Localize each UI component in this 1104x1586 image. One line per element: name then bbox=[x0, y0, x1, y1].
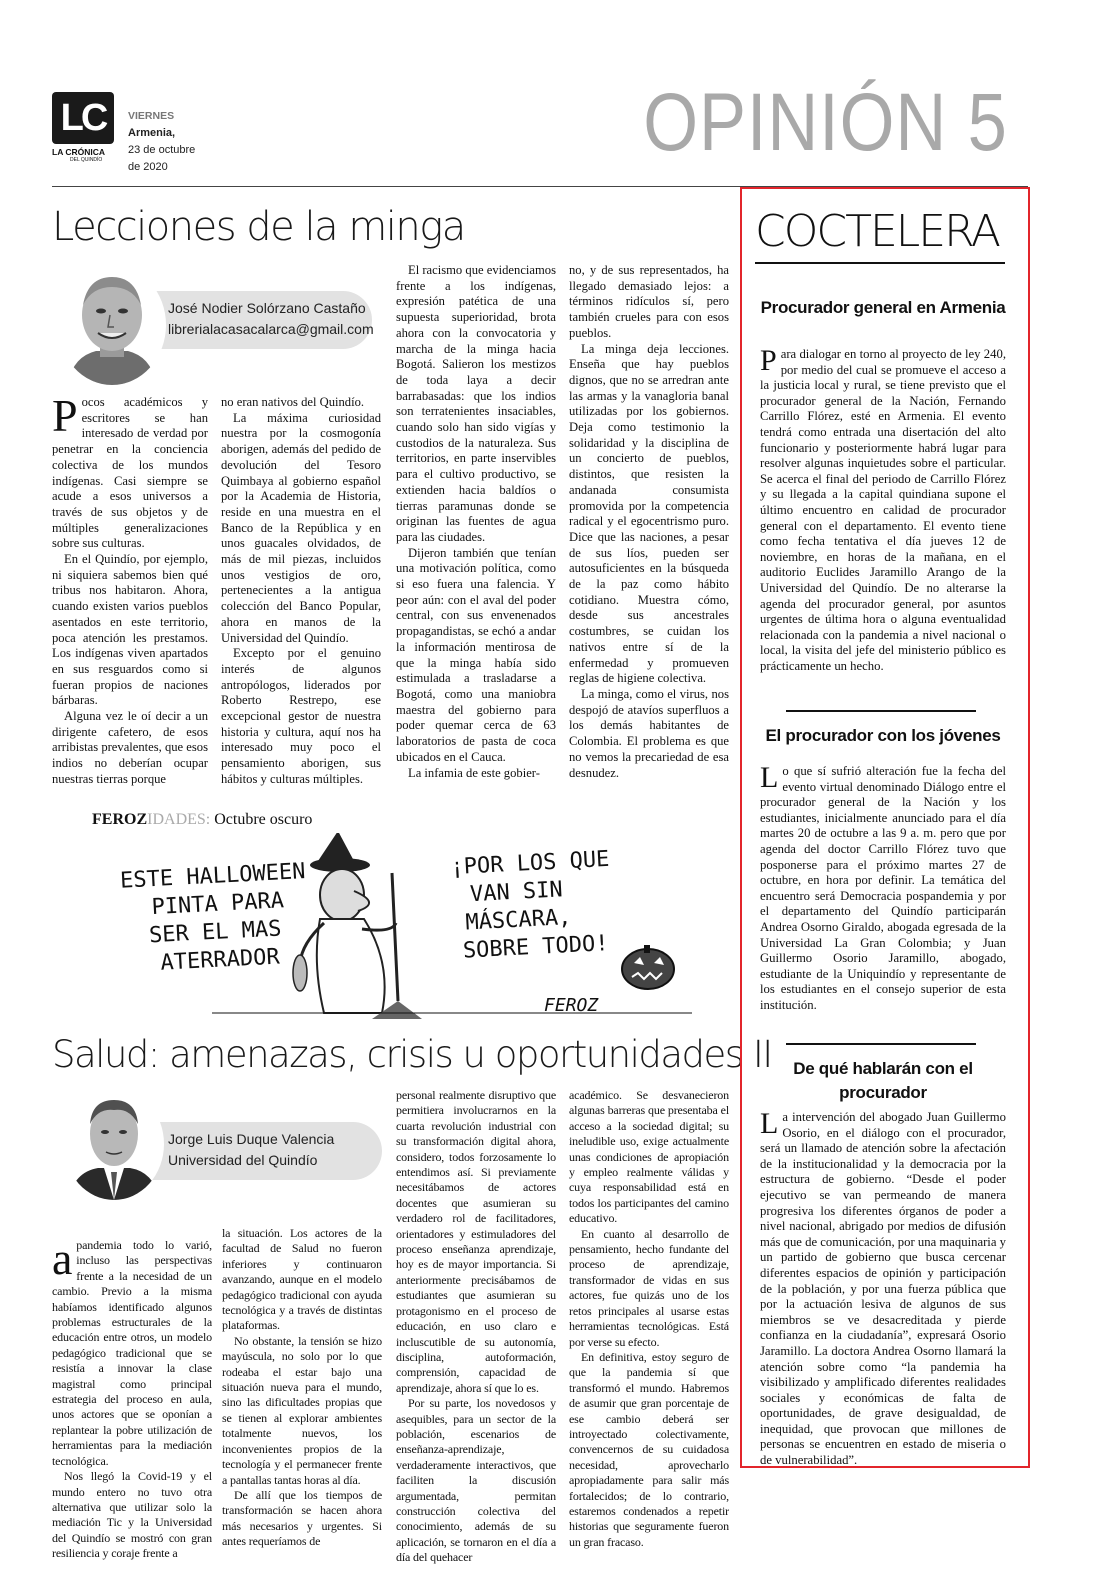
coctelera-divider bbox=[786, 1043, 976, 1045]
date-line-1: 23 de octubre bbox=[128, 144, 196, 156]
section-title: OPINIÓN 5 bbox=[643, 77, 1008, 168]
article1-paragraph: no eran nativos del Quindío. bbox=[221, 395, 365, 409]
coctelera-divider bbox=[786, 710, 976, 712]
article1-paragraph: En el Quindío, por ejemplo, ni siquiera sabemos bien qué tribus nos habitaron. Ahora, cuando existen varios pueblos asentados en este territorio, poca atención les prestamos. Los indígenas viven apartados en sus resguardos como si fueran propios de naciones bárbaras. bbox=[52, 552, 208, 708]
article2-paragraph: académico. Se desvanecieron algunas barreras que presentaba el acceso a la sociedad digital; su ineludible uso, exige actualmente unas condiciones de apropiación y empleo realmente válidas y cuya responsabilidad está en todos los participantes del camino educativo. bbox=[569, 1088, 729, 1226]
date-line-2: de 2020 bbox=[128, 161, 168, 173]
coctelera-item-text: o que sí sufrió alteración fue la fecha del evento virtual denominado Diálogo entre el procurador general de la Nación y los estudiantes, inicialmente anunciado para el día martes 20 de octubre a las 9 a. m. pero que por agenda del doctor Carrillo Flórez tuvo que posponerse para el próximo martes 27 de octubre, en hora por definir. La temática del encuentro será Democracia pospandemia y por el departamento del Quindío participarán Andrea Osorno Giraldo, abogada egresada de la Universidad La Gran Colombia; y Juan Guillermo Osorio Jaramillo, abogado, estudiante de la Uniquindío y representante de los estudiantes en el consejo superior de esta institución. bbox=[760, 764, 1006, 1012]
cartoon-bubble1-line: SER EL MAS bbox=[148, 916, 283, 949]
article1-paragraph: Alguna vez le oí decir a un dirigente cafetero, de esos arribistas prevalentes, que esos indios no deberían ocupar nuestras tierras porque bbox=[52, 709, 208, 786]
article2-column-1 bbox=[52, 1233, 212, 1562]
coctelera-dropcap: L bbox=[760, 1107, 779, 1140]
article1-headline: Lecciones de la minga bbox=[52, 204, 465, 250]
article2-paragraph: En definitiva, estoy seguro de que la pandemia sí que transformó el mundo. Habremos de asumir que gran porcentaje de ese cambio deberá ser introyectado colectivamente, convencernos de su cuidadosa necesidad, aprovecharlo apropiadamente para salir más fortalecidos; de lo contrario, estaremos condenados a repetir historias que seguramente fueron un gran fracaso. bbox=[569, 1349, 729, 1549]
article1-paragraph: La infamia de este gobier- bbox=[408, 765, 540, 780]
article1-paragraph: Dijeron también que tenían una motivación política, como si eso fuera una falencia. Y peor aún: con el aval del poder central, con sus envenenados propagandistas, se echó a andar la información mentirosa de que la minga había sido estimulada a trasladarse a Bogotá, como una maniobra maestra del gobierno para poder quemar cerca de 63 laboratorios de pasta de coca ubicados en el Cauca. bbox=[396, 545, 556, 764]
article1-paragraph: La máxima curiosidad nuestra por la cosmogonía aborigen, además del pedido de devolución del Tesoro Quimbaya al gobierno español por la Academia de Historia, reside en una muestra en el Banco de la República y en unos guacales olvidados, de más de mil piezas, incluidos unos vestigios de oro, pertenecientes a la antigua colección del Banco Popular, ahora en manos de la Universidad del Quindío. bbox=[221, 410, 381, 645]
article1-paragraph: La minga deja lecciones. Enseña que hay pueblos dignos, que no se arredran ante las armas y la vanagloria banal utilizadas por los gobiernos. Deja como testimonio la solidaridad y la disciplina de un concierto de pueblos, distintos, que resisten la andanada consumista promovida por la competencia radical y el egocentrismo puro. Dice que las naciones, a pesar de sus líos, pueden ser autosuficientes en la búsqueda de la paz como hábito cotidiano. Muestra cómo, desde sus ancestrales costumbres, se cuidan los nativos entre sí de la enfermedad y promueven reglas de higiene colectiva. bbox=[569, 341, 729, 686]
coctelera-title-rule bbox=[755, 262, 1005, 264]
article1-column-3 bbox=[396, 263, 556, 781]
coctelera-item-body bbox=[760, 761, 1006, 1014]
witch-drawing bbox=[293, 833, 422, 1019]
editorial-cartoon bbox=[92, 833, 720, 1019]
logo-subtitle: DEL QUINDÍO bbox=[70, 157, 103, 163]
article1-dropcap: P bbox=[52, 390, 78, 441]
article1-author-box bbox=[150, 291, 372, 349]
article2-paragraph: Por su parte, los novedosos y asequibles, para un sector de la población, escenarios de enseñanza-aprendizaje, verdaderamente interactivos, que faciliten la discusión argumentada, permitan construcción colectiva del conocimiento, además de su aplicación, se tornaron en el día a día del quehacer bbox=[396, 1396, 556, 1565]
article2-paragraph: Nos llegó la Covid-19 y el mundo entero no tuvo otra alternativa que utilizar solo la mediación Tic y la Universidad del Quindío se mostró con gran resiliencia y coraje frente a bbox=[52, 1469, 212, 1561]
article2-paragraph: personal realmente disruptivo que permitiera involucrarnos en la cuarta revolución industrial con su transformación digital ahora, considero, todos forzosamente lo entendimos así. Si previamente necesitábamos de actores docentes que asumieran su verdadero rol de facilitadores, orientadores y estimuladores del proceso enseñanza aprendizaje, hoy es de mayor importancia. Si anteriormente precisábamos de estudiantes que asumieran su protagonismo en el proceso de educación, en uso claro e incluscutible de su autonomía, disciplina, autoformación, comprensión, capacidad de aprendizaje, ahora sí que lo es. bbox=[396, 1088, 556, 1395]
newspaper-logo bbox=[52, 92, 118, 163]
article1-column-2 bbox=[221, 395, 381, 788]
coctelera-item-heading: De qué hablarán con el procurador bbox=[793, 1059, 973, 1102]
logo-mark: LC bbox=[52, 92, 114, 144]
article2-affiliation: Universidad del Quindío bbox=[168, 1152, 318, 1168]
article1-column-1 bbox=[52, 390, 208, 788]
article2-dropcap: a bbox=[52, 1233, 73, 1284]
article2-paragraph: En cuanto al desarrollo de pensamiento, hecho fundante del proceso de aprendizaje, transformador de vidas en sus actores, fue quizás uno de los retos principales al usarse estas herramientas tecnológicas. Está por verse su efecto. bbox=[569, 1226, 729, 1349]
article1-paragraph: no, y de sus representados, ha llegado demasiado lejos: a términos ridículos sí, pero también crueles para con esos pueblos. bbox=[569, 263, 729, 340]
cartoon-bubble2-line: VAN SIN bbox=[469, 877, 564, 908]
coctelera-item-heading: El procurador con los jóvenes bbox=[765, 726, 1001, 745]
article2-column-2 bbox=[222, 1226, 382, 1550]
coctelera-item-body bbox=[760, 1107, 1006, 1469]
article2-paragraph: la situación. Los actores de la facultad de Salud no fueron inferiores y continuaron avanzando, aunque en el modelo pedagógico tradicional con ayuda tecnológica y a través de distintas plataformas. bbox=[222, 1226, 382, 1333]
article2-column-4 bbox=[569, 1088, 729, 1550]
dateline bbox=[128, 108, 195, 176]
article1-author: José Nodier Solórzano Castaño bbox=[168, 300, 366, 316]
article2-paragraph: pandemia todo lo varió, incluso las perspectivas frente a la necesidad de un cambio. Previo a la misma habíamos identificado algunos problemas estructurales de la educación entre otros, un modelo pedagógico tradicional que se resistía a innovar la clase magistral como principal estrategia del proceso en aula, unos actores que se oponían a replantear la pobre utilización de herramientas para la mediación tecnológica. bbox=[52, 1238, 212, 1468]
article2-author-box bbox=[150, 1122, 382, 1180]
article1-column-4 bbox=[569, 263, 729, 781]
article2-headline: Salud: amenazas, crisis u oportunidades II bbox=[52, 1033, 772, 1076]
article1-author-photo bbox=[58, 265, 166, 385]
logo-name: LA CRÓNICA bbox=[52, 147, 106, 157]
article1-email: librerialacasacalarca@gmail.com bbox=[168, 321, 374, 337]
cartoon-bubble2-line: ¡POR LOS QUE bbox=[449, 846, 610, 881]
weekday: VIERNES bbox=[128, 110, 175, 122]
coctelera-title: COCTELERA bbox=[755, 206, 999, 257]
coctelera-item-heading: Procurador general en Armenia bbox=[760, 298, 1006, 317]
city: Armenia, bbox=[128, 127, 176, 139]
article1-paragraph: ocos académicos y escritores se han interesado de verdad por penetrar en la conciencia colectiva de los mundos indígenas. Casi siempre se acude a esos universos a través de sus objetos y de múltiples generalizaciones sobre sus culturas. bbox=[52, 395, 208, 551]
coctelera-dropcap: L bbox=[760, 761, 779, 794]
cartoon-title-bold: FEROZ bbox=[92, 811, 148, 828]
article2-paragraph: No obstante, la tensión se hizo mayúscula, no solo por lo que rodeaba el estar bajo una situación nueva para el mundo, sino las dificultades propias que se tienen al explorar ambientes totalmente nuevos, los inconvenientes propios de la tecnología y el permanecer frente a pantallas tantas horas al día. bbox=[222, 1333, 382, 1487]
cartoon-bubble2-line: SOBRE TODO! bbox=[462, 931, 610, 964]
coctelera-item-text: ara dialogar en torno al proyecto de ley 240, por medio del cual se promueve el acceso a la justicia local y rural, se tiene previsto que el procurador general de la Nación, Fernando Carrillo Flórez, esté en Armenia. El evento tendrá como entrada una disertación del alto funcionario y posteriormente habrá lugar para resolver algunas inquietudes sobre el particular. Se acerca el final del periodo de Carrillo Flórez y su llegada a la capital quindiana supone el último encuentro en calidad de procurador general con el departamento. El evento tiene como fecha tentativa el día jueves 12 de noviembre, en horas de la mañana, en el auditorio Euclides Jaramillo Arango de la Universidad del Quindío. De no alterarse la agenda del procurador general, por asuntos urgentes de última hora o alguna eventualidad relacionada con la pandemia a nivel nacional o local, la visita del jefe del ministerio público es prácticamente un hecho. bbox=[760, 347, 1006, 673]
cartoon-title-gray: IDADES: bbox=[147, 811, 211, 828]
article1-paragraph: La minga, como el virus, nos despojó de atavíos superfluos a los demás habitantes de Colombia. El problema es que no vemos la precariedad de esa desnudez. bbox=[569, 686, 729, 780]
article1-paragraph: El racismo que evidenciamos frente a los indígenas, expresión patética de una supuesta superioridad, brota ahora con la convocatoria y marcha de la minga hacia Bogotá. Salieron los mestizos de toda laya a decir barrabasadas: que los indios son terratenientes insaciables, cuando solo han sido vigías y custodios de la naturaleza. Sus territorios, en parte inservibles para el cultivo productivo, se extienden hacia baldíos o tierras paramunas donde se originan las fuentes de agua para las ciudades. bbox=[396, 263, 556, 544]
coctelera-item-body bbox=[760, 344, 1006, 674]
article2-column-3 bbox=[396, 1088, 556, 1566]
article1-paragraph: Excepto por el genuino interés de algunos antropólogos, liderados por Roberto Restrepo, ese excepcional gestor de nuestra historia y cultura, aquí nos ha interesado muy poco el pensamiento aborigen, sus hábitos y culturas múltiples. bbox=[221, 646, 381, 786]
cartoon-title bbox=[92, 811, 312, 829]
coctelera-item-text: a intervención del abogado Juan Guillermo Osorio, en el diálogo con el procurador, será un llamado de atención sobre la afectación de la institucionalidad y la democracia por la estructura de gobierno. “Desde el poder ejecutivo se van permeando de manera progresiva los diferentes órganos de poder a nivel nacional, abrigado por medios de difusión más que de comunicación, por una maquinaria y un partido de gobierno que busca cercenar diferentes espacios de opinión y participación de la población, y por una fuerza pública que por la actuación lesiva de algunos de sus miembros se ve desacreditada y pierde confianza en la ciudadanía”, expresará Osorio Jaramillo. La doctora Andrea Osorno llamará la atención sobre como “la pandemia ha visibilizado y amplificado diferentes realidades sociales y económicas de falta de oportunidades, de grave desigualdad, de inequidad, que provocan que millones de personas se encuentren en estado de miseria o de vulnerabilidad”. bbox=[760, 1110, 1006, 1468]
cartoon-title-rest: Octubre oscuro bbox=[210, 811, 313, 828]
cartoon-bubble1-line: ESTE HALLOWEEN bbox=[119, 859, 307, 894]
cartoon-bubble2-line: MÁSCARA, bbox=[464, 904, 572, 936]
article2-paragraph: De allí que los tiempos de transformación se hacen ahora más necesarios y urgentes. Si antes requeríamos de bbox=[222, 1487, 382, 1549]
cartoon-bubble1-line: ATERRADOR bbox=[159, 944, 281, 976]
cartoon-bubble1-line: PINTA PARA bbox=[150, 888, 285, 921]
article2-author: Jorge Luis Duque Valencia bbox=[168, 1131, 335, 1147]
coctelera-dropcap: P bbox=[760, 344, 777, 377]
cartoon-signature: FEROZ bbox=[544, 995, 599, 1016]
article2-author-photo bbox=[64, 1088, 164, 1200]
pumpkin-drawing bbox=[622, 945, 674, 989]
